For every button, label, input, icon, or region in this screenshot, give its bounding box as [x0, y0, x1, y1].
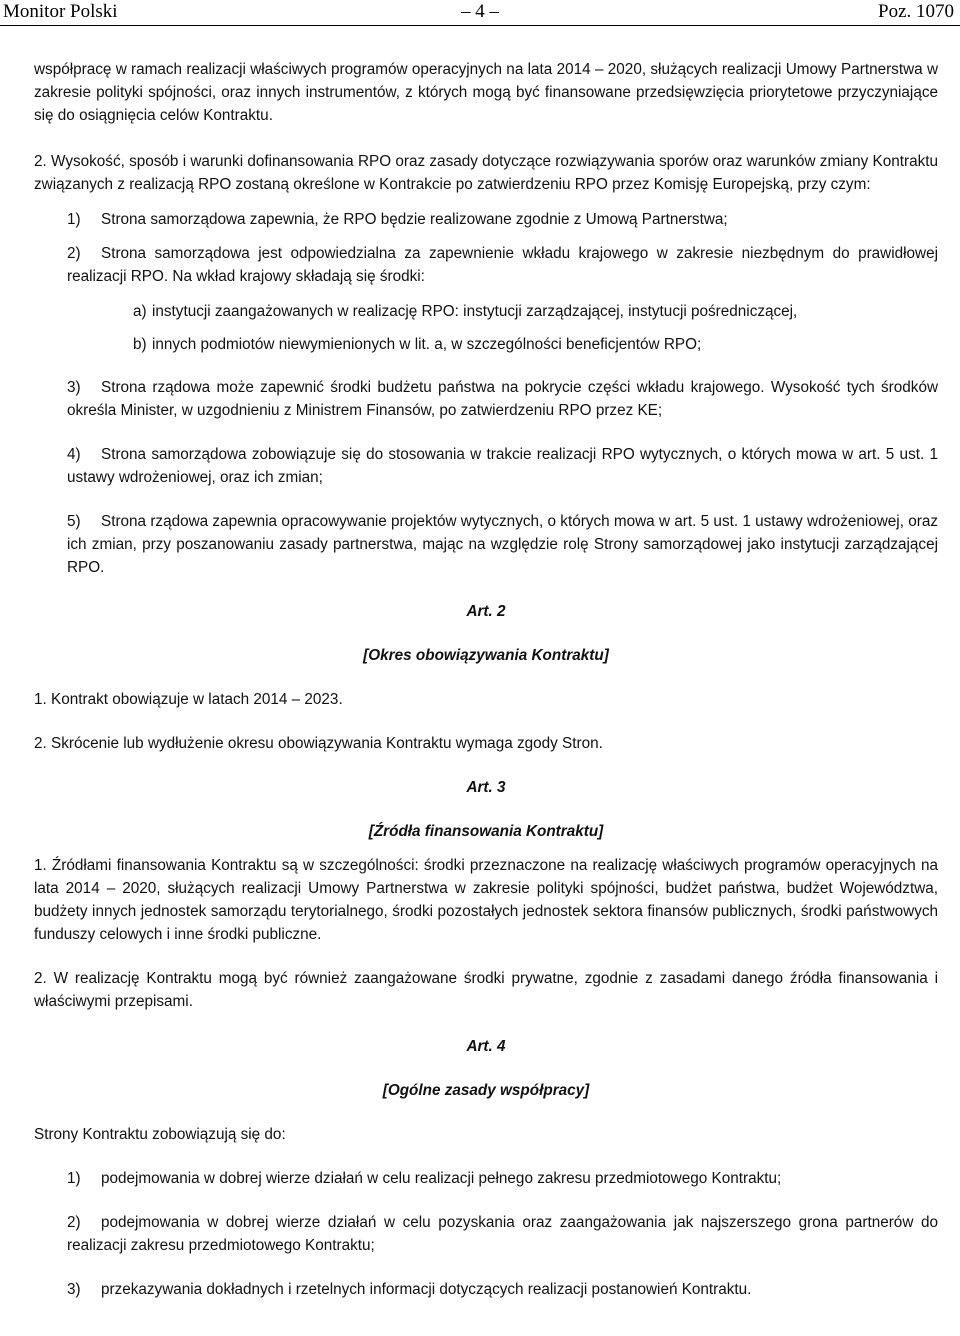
list-item: [34, 1167, 938, 1190]
item-text: podejmowania w dobrej wierze działań w celu realizacji pełnego zakresu przedmiotowego Kontraktu;: [101, 1170, 782, 1187]
list-item: [34, 443, 938, 489]
article-2-paragraph-2: 2. Skrócenie lub wydłużenie okresu obowiązywania Kontraktu wymaga zgody Stron.: [34, 735, 603, 752]
article-4-subtitle: [Ogólne zasady współpracy]: [382, 1082, 590, 1099]
paragraph-2: 2. Wysokość, sposób i warunki dofinansowania RPO oraz zasady dotyczące rozwiązywania sporów oraz warunków zmiany Kontraktu związanych z realizacją RPO zostaną określone w Kontrakcie po zatwierdzeniu RPO przez Komisję Europejską, przy czym:: [34, 153, 938, 193]
sub-item-letter: a): [133, 303, 147, 320]
article-2-title: Art. 2: [466, 603, 506, 620]
list-item: [34, 1211, 938, 1257]
article-3-title: Art. 3: [466, 779, 506, 796]
item-text: podejmowania w dobrej wierze działań w celu pozyskania oraz zaangażowania jak najszerszego grona partnerów do realizacji zakresu przedmiotowego Kontraktu;: [67, 1214, 938, 1254]
intro-paragraph: współpracę w ramach realizacji właściwych programów operacyjnych na lata 2014 – 2020, służących realizacji Umowy Partnerstwa w zakresie polityki spójności, oraz innych instrumentów, z których mogą być finansowane przedsięwzięcia priorytetowe przyczyniające się do osiągnięcia celów Kontraktu.: [34, 61, 938, 124]
article-3-paragraph-2: 2. W realizację Kontraktu mogą być również zaangażowane środki prywatne, zgodnie z zasadami danego źródła finansowania i właściwymi przepisami.: [34, 970, 938, 1010]
item-number: 2): [67, 245, 81, 262]
publication-name: Monitor Polski: [3, 1, 118, 22]
list-item: [34, 510, 938, 579]
list-item: [34, 242, 938, 288]
sub-list-item: [34, 333, 938, 356]
article-3-paragraph-1: 1. Źródłami finansowania Kontraktu są w szczególności: środki przeznaczone na realizację właściwych programów operacyjnych na lata 2014 – 2020, służących realizacji Umowy Partnerstwa w zakresie polityki spójności, budżet państwa, budżet Województwa, budżety innych jednostek samorządu terytorialnego, środki pozostałych jednostek sektora finansów publicznych, środki państwowych funduszy celowych i inne środki publiczne.: [34, 857, 938, 943]
item-number: 5): [67, 513, 81, 530]
list-item: [34, 1278, 938, 1301]
item-number: 1): [67, 1170, 81, 1187]
item-number: 3): [67, 379, 81, 396]
item-text: Strona samorządowa jest odpowiedzialna za zapewnienie wkładu krajowego w zakresie niezbędnym do prawidłowej realizacji RPO. Na wkład krajowy składają się środki:: [67, 245, 938, 285]
list-item: [34, 376, 938, 422]
sub-item-text: instytucji zaangażowanych w realizację RPO: instytucji zarządzającej, instytucji pośredniczącej,: [152, 303, 798, 320]
sub-item-letter: b): [133, 336, 147, 353]
item-text: Strona rządowa może zapewnić środki budżetu państwa na pokrycie części wkładu krajowego. Wysokość tych środków określa Minister, w uzgodnieniu z Ministrem Finansów, po zatwierdzeniu RPO przez KE;: [67, 379, 938, 419]
article-3-subtitle: [Źródła finansowania Kontraktu]: [368, 823, 604, 840]
list-item: [34, 208, 938, 231]
article-4-intro: Strony Kontraktu zobowiązują się do:: [34, 1126, 286, 1143]
item-number: 3): [67, 1281, 81, 1298]
position-number: Poz. 1070: [878, 1, 954, 22]
sub-item-text: innych podmiotów niewymienionych w lit. a, w szczególności beneficjentów RPO;: [152, 336, 702, 353]
item-text: przekazywania dokładnych i rzetelnych informacji dotyczących realizacji postanowień Kontraktu.: [101, 1281, 752, 1298]
item-text: Strona samorządowa zobowiązuje się do stosowania w trakcie realizacji RPO wytycznych, o których mowa w art. 5 ust. 1 ustawy wdrożeniowej, oraz ich zmian;: [67, 446, 938, 486]
item-number: 1): [67, 211, 81, 228]
item-number: 2): [67, 1214, 81, 1231]
document-body: [34, 58, 938, 1301]
article-2-paragraph-1: 1. Kontrakt obowiązuje w latach 2014 – 2023.: [34, 691, 343, 708]
page-number: – 4 –: [461, 1, 499, 22]
item-text: Strona samorządowa zapewnia, że RPO będzie realizowane zgodnie z Umową Partnerstwa;: [101, 211, 728, 228]
item-text: Strona rządowa zapewnia opracowywanie projektów wytycznych, o których mowa w art. 5 ust. 1 ustawy wdrożeniowej, oraz ich zmian, przy poszanowaniu zasady partnerstwa, mając na względzie rolę Strony samorządowej jako instytucji zarządzającej RPO.: [67, 513, 938, 576]
item-number: 4): [67, 446, 81, 463]
sub-list-item: [34, 300, 938, 323]
header-rule: [0, 25, 960, 26]
page-header: [0, 0, 960, 28]
article-2-subtitle: [Okres obowiązywania Kontraktu]: [363, 647, 609, 664]
article-4-title: Art. 4: [466, 1038, 506, 1055]
